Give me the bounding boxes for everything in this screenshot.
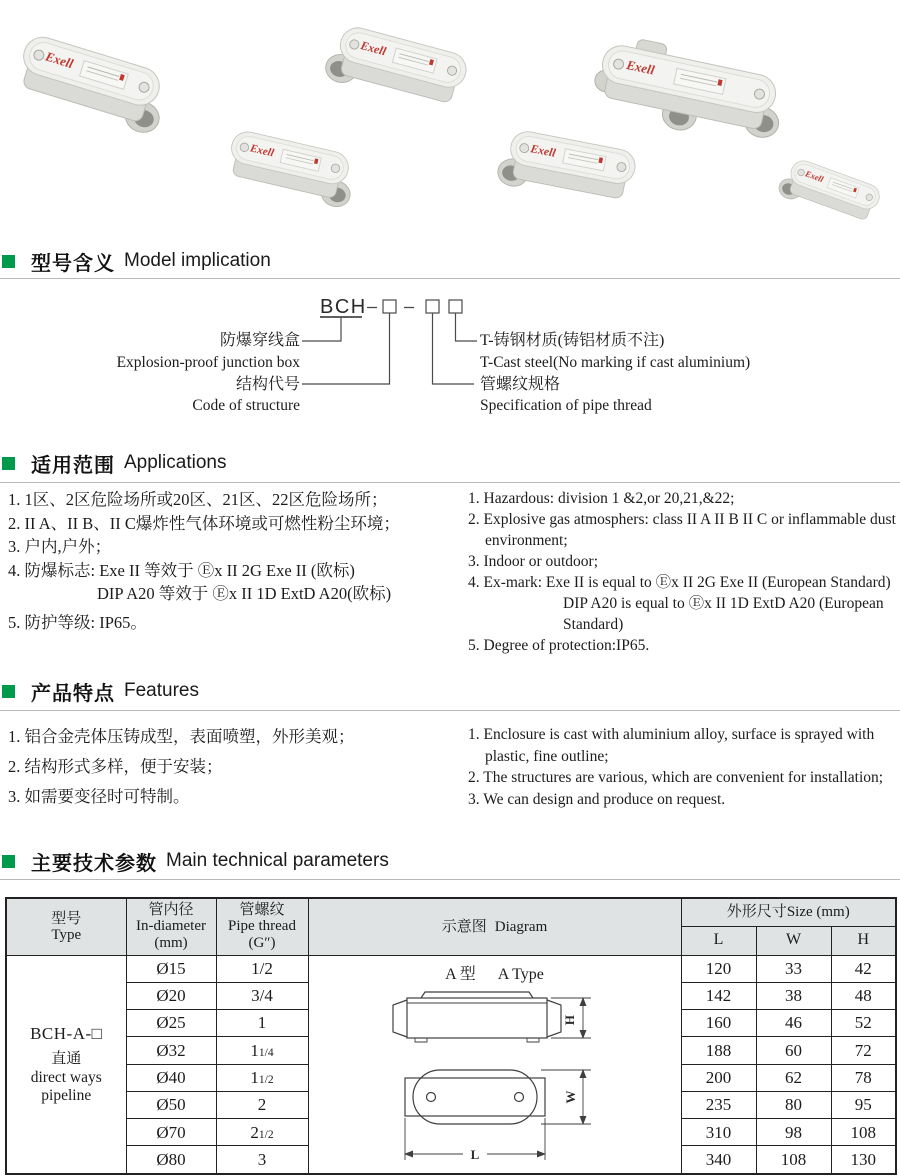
col-header-W: W (756, 926, 831, 955)
list-item: 3. 户内,户外； (8, 537, 112, 556)
size-h-cell: 95 (831, 1091, 896, 1118)
size-l-cell: 310 (681, 1119, 756, 1146)
product-photo-6 (776, 155, 883, 228)
list-item: 1. 1区、2区危险场所或20区、21区、22区危险场所； (8, 490, 388, 509)
list-item: 3. 如需要变径时可特制。 (8, 787, 190, 806)
size-w-cell: 62 (756, 1064, 831, 1091)
list-item: 3. We can design and produce on request. (468, 790, 726, 808)
applications-list-cn (8, 488, 460, 634)
applications-list-en (468, 488, 898, 656)
section-rule (0, 879, 900, 880)
size-l-cell: 160 (681, 1010, 756, 1037)
col-header-pipe-thread: 管螺纹 Pipe thread (G″) (216, 898, 308, 955)
section-title-cn: 主要技术参数 (31, 852, 157, 875)
model-label-thread-cn: 管螺纹规格 (480, 376, 561, 393)
section-bullet-icon (2, 855, 15, 868)
type-cn: 直通 (51, 1050, 82, 1068)
svg-text:BCH: BCH (320, 296, 367, 318)
parameters-table (5, 897, 897, 1175)
in-diameter-cell: Ø50 (126, 1091, 216, 1118)
in-diameter-cell: Ø25 (126, 1010, 216, 1037)
section-bullet-icon (2, 685, 15, 698)
size-w-cell: 98 (756, 1119, 831, 1146)
size-h-cell: 42 (831, 955, 896, 982)
list-item: 2. The structures are various, which are convenient for installation; (468, 769, 884, 786)
in-diameter-cell: Ø32 (126, 1037, 216, 1064)
svg-text:H: H (561, 1014, 577, 1025)
model-label-junction-box-en: Explosion-proof junction box (116, 354, 300, 371)
pipe-thread-cell: 11/4 (216, 1037, 308, 1064)
in-diameter-cell: Ø70 (126, 1119, 216, 1146)
list-item: 1. Hazardous: division 1 &2,or 20,21,&22; (468, 490, 735, 507)
col-header-L: L (681, 926, 756, 955)
pipe-thread-cell: 3 (216, 1146, 308, 1174)
section-title-en: Model implication (124, 250, 271, 271)
model-implication-diagram (0, 288, 900, 420)
size-l-cell: 120 (681, 955, 756, 982)
diagram-title: A 型 A Type (445, 965, 544, 983)
section-bullet-icon (2, 255, 15, 268)
section-rule (0, 278, 900, 279)
type-en: direct ways pipeline (30, 1069, 102, 1105)
in-diameter-cell: Ø20 (126, 982, 216, 1009)
pipe-thread-cell: 11/2 (216, 1064, 308, 1091)
col-header-size: 外形尺寸Size (mm) (681, 898, 896, 926)
list-item: 5. Degree of protection:IP65. (468, 637, 650, 654)
section-bullet-icon (2, 457, 15, 470)
list-item: 3. Indoor or outdoor; (468, 553, 599, 570)
section-rule (0, 482, 900, 483)
product-photo-3 (323, 22, 470, 113)
model-label-material-en: T-Cast steel(No marking if cast aluminium) (480, 354, 751, 371)
list-item: 4. Ex-mark: Exe II is equal to Ⓔx II 2G Exe II (European Standard) DIP A20 is equal to Ⓔx II 1D ExtD A20 (European Standard) (468, 574, 891, 633)
model-label-material-cn: T-铸钢材质(铸铝材质不注) (480, 332, 665, 349)
section-rule (0, 710, 900, 711)
in-diameter-cell: Ø40 (126, 1064, 216, 1091)
product-photo-1 (12, 33, 173, 137)
size-l-cell: 235 (681, 1091, 756, 1118)
diagram-cell (308, 955, 681, 1174)
table-row (6, 955, 896, 982)
size-l-cell: 340 (681, 1146, 756, 1174)
model-label-structure-cn: 结构代号 (235, 376, 300, 393)
size-l-cell: 200 (681, 1064, 756, 1091)
size-h-cell: 78 (831, 1064, 896, 1091)
col-header-in-diameter: 管内径 In-diameter (mm) (126, 898, 216, 955)
model-label-structure-en: Code of structure (192, 397, 300, 414)
size-h-cell: 130 (831, 1146, 896, 1174)
type-model: BCH-A-□ (30, 1023, 103, 1043)
svg-text:W: W (562, 1090, 578, 1103)
product-photo-4 (588, 32, 790, 151)
section-header-features (2, 678, 199, 704)
in-diameter-cell: Ø15 (126, 955, 216, 982)
col-header-type: 型号 Type (6, 898, 126, 955)
section-title-en: Main technical parameters (166, 850, 389, 871)
diagram-drawing (309, 990, 680, 1174)
size-h-cell: 52 (831, 1010, 896, 1037)
product-photo-2 (224, 129, 359, 210)
size-w-cell: 60 (756, 1037, 831, 1064)
size-l-cell: 142 (681, 982, 756, 1009)
product-photo-5 (496, 127, 638, 208)
section-header-applications (2, 450, 226, 476)
col-header-diagram: 示意图 Diagram (308, 898, 681, 955)
section-title-cn: 型号含义 (31, 252, 115, 275)
section-title-cn: 产品特点 (31, 682, 115, 705)
size-h-cell: 72 (831, 1037, 896, 1064)
pipe-thread-cell: 1/2 (216, 955, 308, 982)
size-w-cell: 108 (756, 1146, 831, 1174)
list-item: 2. 结构形式多样，便于安装； (8, 757, 223, 776)
features-list-cn (8, 722, 460, 812)
in-diameter-cell: Ø80 (126, 1146, 216, 1174)
model-label-thread-en: Specification of pipe thread (480, 397, 652, 414)
type-cell (6, 955, 126, 1174)
size-h-cell: 48 (831, 982, 896, 1009)
list-item: 1. 铝合金壳体压铸成型，表面喷塑，外形美观； (8, 727, 355, 746)
product-photos (0, 0, 900, 245)
size-w-cell: 33 (756, 955, 831, 982)
list-item: 4. 防爆标志: Exe II 等效于 Ⓔx II 2G Exe II (欧标) DIP A20 等效于 Ⓔx II 1D ExtD A20(欧标) (8, 560, 392, 603)
section-title-cn: 适用范围 (31, 454, 115, 477)
pipe-thread-cell: 2 (216, 1091, 308, 1118)
size-h-cell: 108 (831, 1119, 896, 1146)
pipe-thread-cell: 1 (216, 1010, 308, 1037)
section-title-en: Applications (124, 452, 227, 473)
svg-text:L: L (470, 1146, 479, 1162)
list-item: 5. 防护等级: IP65。 (8, 612, 147, 632)
section-title-en: Features (124, 680, 199, 701)
size-w-cell: 38 (756, 982, 831, 1009)
list-item: 1. Enclosure is cast with aluminium alloy, surface is sprayed with plastic, fine outline; (468, 726, 875, 765)
size-w-cell: 46 (756, 1010, 831, 1037)
section-header-parameters (2, 848, 389, 874)
size-w-cell: 80 (756, 1091, 831, 1118)
model-label-junction-box-cn: 防爆穿线盒 (219, 332, 300, 349)
section-header-model (2, 248, 271, 274)
list-item: 2. Explosive gas atmosphers: class II A II B II C or inflammable dust environment; (468, 511, 896, 549)
list-item: 2. II A、II B、II C爆炸性气体环境或可燃性粉尘环境； (8, 513, 400, 533)
pipe-thread-cell: 3/4 (216, 982, 308, 1009)
pipe-thread-cell: 21/2 (216, 1119, 308, 1146)
size-l-cell: 188 (681, 1037, 756, 1064)
col-header-H: H (831, 926, 896, 955)
features-list-en (468, 724, 900, 810)
